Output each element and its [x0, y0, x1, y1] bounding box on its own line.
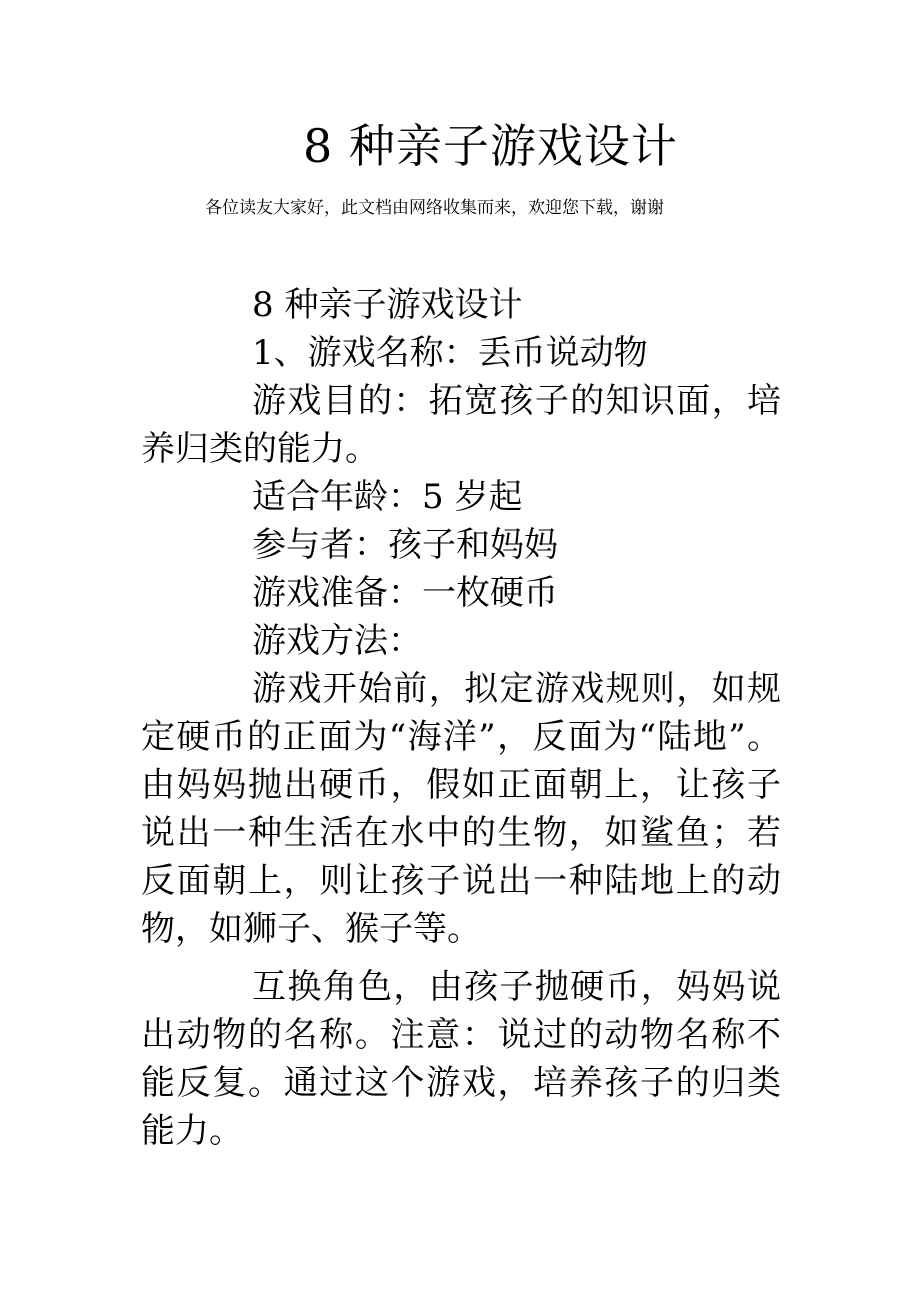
game-method-paragraph: 游戏开始前，拟定游戏规则，如规定硬币的正面为“海洋”，反面为“陆地”。由妈妈抛出硬币，假如正面朝上，让孩子说出一种生活在水中的生物，如鲨鱼；若反面朝上，则让孩子说出一种陆地上的动物，如狮子、猴子等。 — [141, 669, 781, 949]
game-preparation: 游戏准备：一枚硬币 — [252, 573, 558, 613]
document-body — [141, 281, 781, 1155]
document-title: 8 种亲子游戏设计 — [303, 119, 678, 173]
suitable-age: 适合年龄：5 岁起 — [252, 477, 523, 517]
participants: 参与者：孩子和妈妈 — [252, 525, 558, 565]
game-method-heading: 游戏方法： — [252, 621, 422, 661]
game-name: 1、游戏名称：丢币说动物 — [252, 333, 648, 373]
document-subtitle: 各位读友大家好，此文档由网络收集而来，欢迎您下载，谢谢 — [205, 198, 664, 218]
role-swap-paragraph: 互换角色，由孩子抛硬币，妈妈说出动物的名称。注意：说过的动物名称不能反复。通过这个游戏，培养孩子的归类能力。 — [141, 967, 781, 1151]
game-purpose: 游戏目的：拓宽孩子的知识面，培养归类的能力。 — [141, 381, 781, 469]
body-heading: 8 种亲子游戏设计 — [252, 285, 523, 325]
